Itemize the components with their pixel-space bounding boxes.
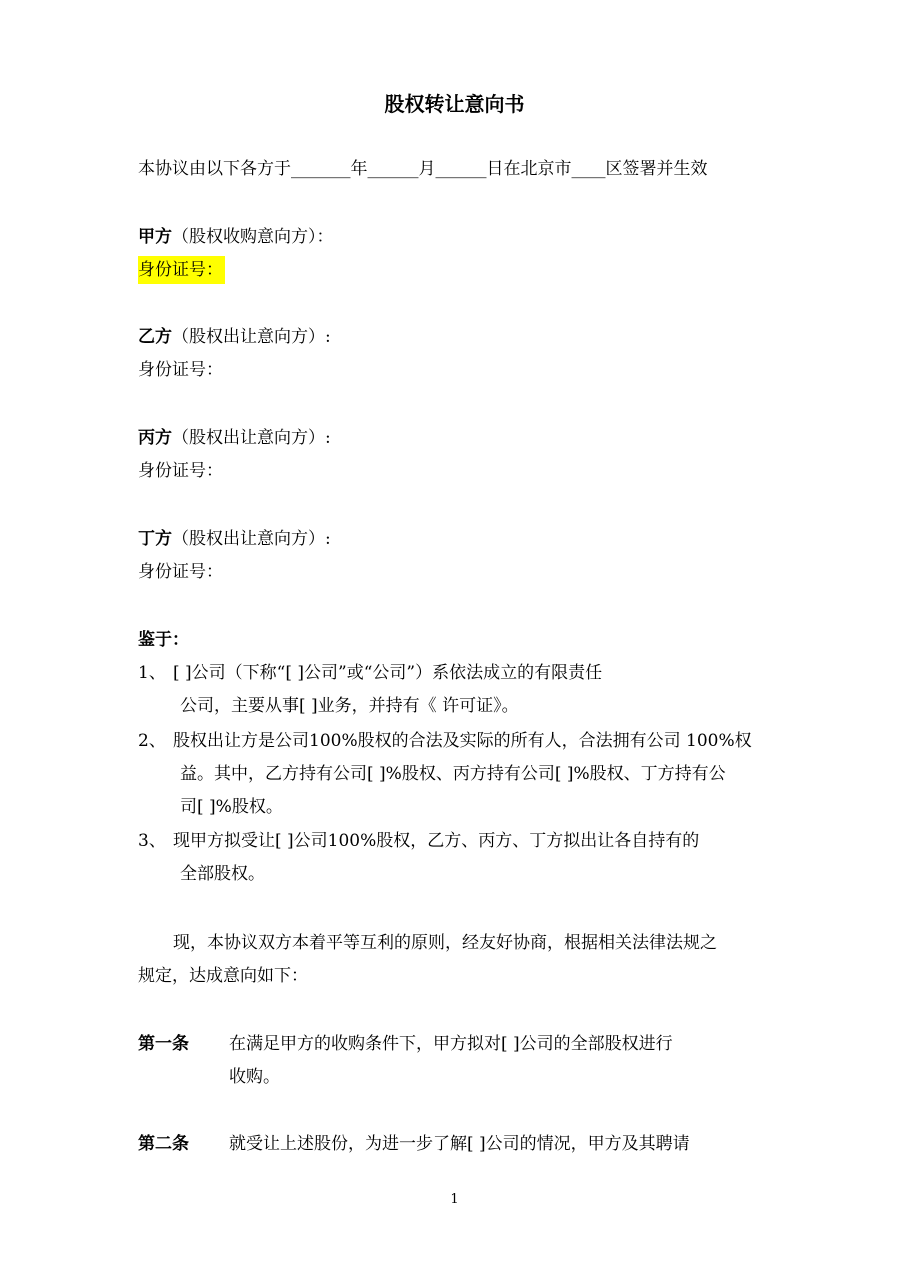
party-a-line — [138, 226, 334, 248]
article-2-label: 第二条 — [138, 1134, 189, 1154]
party-b-role: （股权出让意向方）: — [172, 327, 331, 347]
page-number: 1 — [450, 1192, 459, 1207]
item-3-num: 3、 — [138, 831, 166, 851]
document-title: 股权转让意向书 — [384, 92, 525, 116]
party-a-role: （股权收购意向方）： — [172, 227, 334, 247]
intro-line: 本协议由以下各方于_______年______月______日在北京市____区签署并生效 — [138, 159, 708, 179]
party-a-id-line — [138, 259, 225, 281]
party-a-name: 甲方 — [138, 227, 172, 247]
item-2-line-2: 益。其中，乙方持有公司[ ]%股权、丙方持有公司[ ]%股权、丁方持有公 — [180, 764, 726, 784]
preamble-line-2: 规定，达成意向如下： — [138, 966, 308, 986]
whereas-heading: 鉴于： — [138, 630, 189, 650]
item-1-num: 1、 — [138, 663, 166, 683]
preamble-line-1: 现，本协议双方本着平等互利的原则，经友好协商，根据相关法律法规之 — [173, 933, 717, 953]
party-c-line — [138, 427, 331, 449]
party-c-id-label: 身份证号： — [138, 461, 223, 481]
item-1-line-2: 公司，主要从事[ ]业务，并持有《 许可证》。 — [180, 696, 519, 716]
party-c-name: 丙方 — [138, 428, 172, 448]
item-1-line-1: [ ]公司（下称“[ ]公司”或“公司”）系依法成立的有限责任 — [173, 663, 603, 683]
party-a-id-label: 身份证号： — [138, 256, 225, 284]
article-1-line-1: 在满足甲方的收购条件下，甲方拟对[ ]公司的全部股权进行 — [229, 1034, 673, 1054]
party-d-id-label: 身份证号： — [138, 562, 223, 582]
party-b-name: 乙方 — [138, 327, 172, 347]
article-1-label: 第一条 — [138, 1034, 189, 1054]
item-2-num: 2、 — [138, 731, 166, 751]
article-1-line-2: 收购。 — [229, 1067, 280, 1087]
party-d-name: 丁方 — [138, 529, 172, 549]
item-3-line-1: 现甲方拟受让[ ]公司100%股权，乙方、丙方、丁方拟出让各自持有的 — [173, 831, 700, 851]
item-3-line-2: 全部股权。 — [180, 864, 265, 884]
item-2-line-3: 司[ ]%股权。 — [180, 797, 283, 817]
item-2-line-1: 股权出让方是公司100%股权的合法及实际的所有人，合法拥有公司 100%权 — [173, 731, 752, 751]
party-c-role: （股权出让意向方）: — [172, 428, 331, 448]
party-d-role: （股权出让意向方）: — [172, 529, 331, 549]
party-d-line — [138, 528, 331, 550]
party-b-line — [138, 326, 331, 348]
article-2-line-1: 就受让上述股份，为进一步了解[ ]公司的情况，甲方及其聘请 — [229, 1134, 690, 1154]
party-b-id-label: 身份证号： — [138, 360, 223, 380]
